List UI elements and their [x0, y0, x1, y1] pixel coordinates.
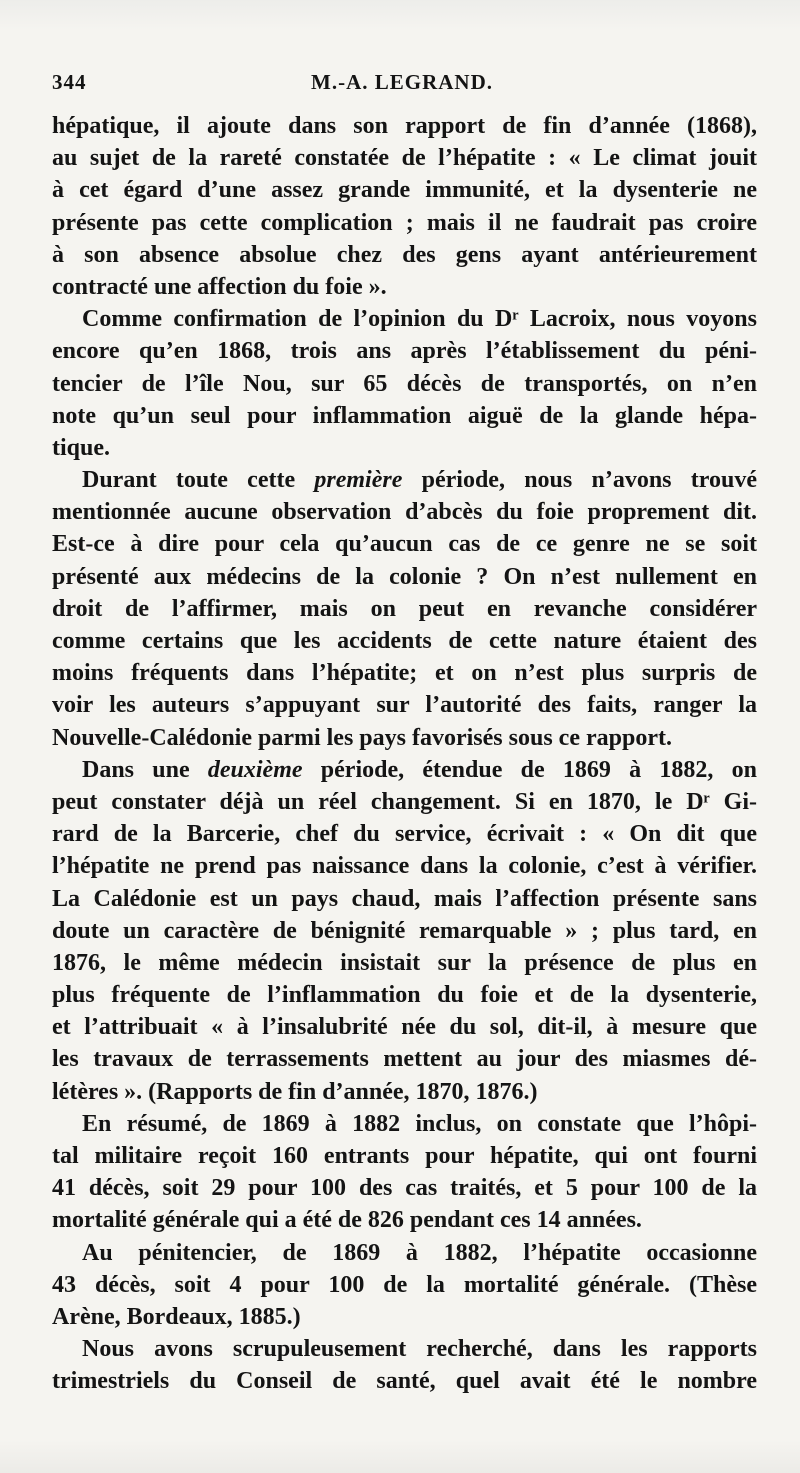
text-line: trimestriels du Conseil de santé, quel avait été le nombre: [52, 1368, 757, 1395]
text-line: voir les auteurs s’appuyant sur l’autorité des faits, ranger la: [52, 692, 757, 719]
text-line: Est-ce à dire pour cela qu’aucun cas de ce genre ne se soit: [52, 531, 757, 558]
text-line: Durant toute cette première période, nous n’avons trouvé: [82, 467, 757, 494]
text-line: La Calédonie est un pays chaud, mais l’affection présente sans: [52, 885, 757, 912]
text-line: présenté aux médecins de la colonie ? On n’est nullement en: [52, 563, 757, 590]
text-line: Dans une deuxième période, étendue de 1869 à 1882, on: [82, 756, 757, 783]
text-line: encore qu’en 1868, trois ans après l’établissement du péni-: [52, 338, 757, 365]
text-line: à cet égard d’une assez grande immunité, et la dysenterie ne: [52, 177, 757, 204]
text-line: moins fréquents dans l’hépatite; et on n’est plus surpris de: [52, 660, 757, 687]
text-line: au sujet de la rareté constatée de l’hépatite : « Le climat jouit: [52, 145, 757, 172]
text-line: tencier de l’île Nou, sur 65 décès de transportés, on n’en: [52, 370, 757, 397]
text-line: Au pénitencier, de 1869 à 1882, l’hépatite occasionne: [82, 1239, 757, 1266]
text-line: contracté une affection du foie ».: [52, 273, 387, 300]
text-line: 41 décès, soit 29 pour 100 des cas traités, et 5 pour 100 de la: [52, 1175, 757, 1202]
body-text: [52, 110, 757, 1398]
page-header: [52, 70, 752, 104]
text-line: 43 décès, soit 4 pour 100 de la mortalité générale. (Thèse: [52, 1271, 757, 1298]
text-line: l’hépatite ne prend pas naissance dans la colonie, c’est à vérifier.: [52, 853, 757, 880]
text-line: tal militaire reçoit 160 entrants pour hépatite, qui ont fourni: [52, 1143, 757, 1169]
text-line: létères ». (Rapports de fin d’année, 1870, 1876.): [52, 1078, 538, 1105]
text-line: présente pas cette complication ; mais il ne faudrait pas croire: [52, 209, 757, 236]
text-line: à son absence absolue chez des gens ayant antérieurement: [52, 241, 757, 268]
text-line: Nouvelle-Calédonie parmi les pays favorisés sous ce rapport.: [52, 724, 672, 751]
text-line: comme certains que les accidents de cette nature étaient des: [52, 628, 757, 654]
text-line: rard de la Barcerie, chef du service, écrivait : « On dit que: [52, 821, 757, 848]
emphasis: première: [314, 467, 403, 494]
text-line: tique.: [52, 434, 111, 461]
text-line: les travaux de terrassements mettent au jour des miasmes dé-: [52, 1046, 757, 1073]
text-line: et l’attribuait « à l’insalubrité née du sol, dit-il, à mesure que: [52, 1014, 757, 1041]
page-number: 344: [52, 70, 87, 94]
running-head: M.-A. LEGRAND.: [311, 70, 493, 94]
text-line: mentionnée aucune observation d’abcès du foie proprement dit.: [52, 499, 757, 526]
text-line: 1876, le même médecin insistait sur la présence de plus en: [52, 949, 757, 976]
text-line: doute un caractère de bénignité remarquable » ; plus tard, en: [52, 917, 757, 944]
text-line: hépatique, il ajoute dans son rapport de fin d’année (1868),: [52, 113, 757, 139]
text-line: Comme confirmation de l’opinion du Dʳ Lacroix, nous voyons: [82, 306, 757, 333]
text-line: Arène, Bordeaux, 1885.): [52, 1303, 301, 1330]
text-line: En résumé, de 1869 à 1882 inclus, on constate que l’hôpi-: [82, 1110, 757, 1137]
text-line: droit de l’affirmer, mais on peut en revanche considérer: [52, 595, 757, 622]
text-line: note qu’un seul pour inflammation aiguë de la glande hépa-: [52, 402, 757, 429]
emphasis: deuxième: [207, 756, 303, 783]
text-line: plus fréquente de l’inflammation du foie et de la dysenterie,: [52, 982, 757, 1009]
text-line: Nous avons scrupuleusement recherché, dans les rapports: [82, 1336, 757, 1363]
text-line: peut constater déjà un réel changement. Si en 1870, le Dʳ Gi-: [52, 788, 757, 815]
text-line: mortalité générale qui a été de 826 pendant ces 14 années.: [52, 1207, 642, 1234]
